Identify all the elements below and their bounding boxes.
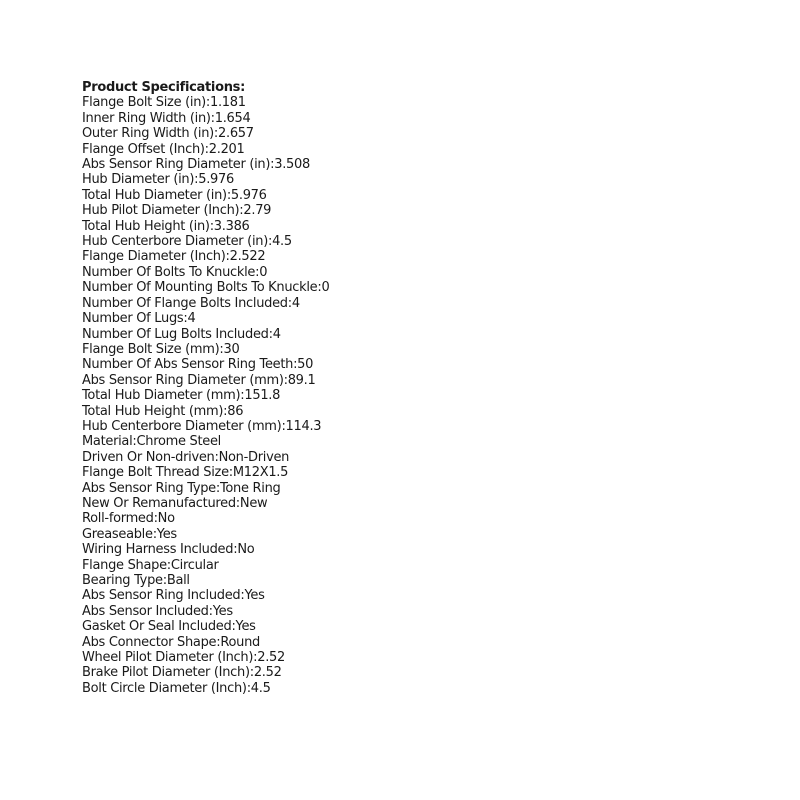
spec-separator: : — [153, 511, 158, 527]
spec-label: Greaseable — [82, 526, 153, 542]
spec-label: Flange Diameter (Inch) — [82, 249, 226, 265]
spec-label: Wiring Harness Included — [82, 542, 234, 558]
spec-row — [82, 234, 329, 249]
spec-separator: : — [253, 650, 258, 666]
spec-separator: : — [233, 542, 238, 558]
spec-separator: : — [240, 388, 245, 404]
spec-row — [82, 604, 329, 619]
spec-separator: : — [208, 603, 213, 619]
spec-value: 1.181 — [210, 95, 246, 111]
spec-separator: : — [213, 126, 219, 142]
spec-row — [82, 311, 329, 326]
spec-separator: : — [210, 110, 215, 126]
spec-label: Flange Offset (Inch) — [82, 141, 205, 157]
spec-row — [82, 588, 329, 603]
spec-separator: : — [215, 480, 220, 496]
spec-label: Wheel Pilot Diameter (Inch) — [82, 650, 254, 666]
spec-label: Bearing Type — [82, 573, 163, 588]
spec-value: 30 — [223, 341, 240, 357]
spec-separator: : — [132, 434, 137, 450]
spec-value: Ball — [166, 573, 190, 588]
spec-value: 1.654 — [214, 110, 251, 126]
spec-label: Number Of Lugs — [82, 311, 184, 327]
spec-label: Number Of Abs Sensor Ring Teeth — [82, 357, 294, 373]
spec-value: M12X1.5 — [232, 465, 289, 481]
spec-separator: : — [183, 311, 188, 327]
spec-label: Abs Sensor Ring Included — [82, 588, 241, 604]
spec-label: Flange Bolt Thread Size — [82, 465, 229, 481]
spec-value: Round — [220, 634, 260, 650]
spec-label: Number Of Flange Bolts Included — [82, 295, 288, 311]
spec-row — [82, 635, 329, 650]
spec-row — [82, 142, 329, 157]
spec-row — [82, 219, 329, 234]
spec-label: Flange Shape — [82, 557, 167, 573]
spec-value: 4.5 — [272, 234, 292, 250]
spec-row — [82, 434, 329, 449]
spec-row — [82, 126, 329, 141]
product-specifications-panel — [82, 80, 329, 696]
spec-row — [82, 619, 329, 634]
spec-value: Yes — [235, 619, 256, 635]
spec-value: Yes — [212, 603, 233, 619]
spec-row — [82, 188, 329, 203]
spec-value: 5.976 — [198, 172, 234, 188]
spec-label: Hub Diameter (in) — [82, 172, 195, 188]
spec-row — [82, 327, 329, 342]
spec-row — [82, 280, 329, 295]
spec-separator: : — [239, 203, 244, 219]
spec-label: Total Hub Diameter (mm) — [82, 388, 241, 404]
spec-separator: : — [267, 234, 273, 250]
spec-value: No — [237, 542, 255, 558]
spec-value: 0 — [321, 280, 330, 296]
spec-separator: : — [225, 249, 230, 265]
spec-value: Circular — [170, 557, 219, 573]
spec-separator: : — [246, 680, 251, 696]
spec-separator: : — [219, 341, 224, 357]
spec-value: 3.508 — [274, 157, 310, 173]
spec-label: Material — [82, 434, 133, 450]
spec-value: 2.201 — [208, 141, 245, 157]
spec-value: Yes — [156, 526, 177, 542]
spec-separator: : — [235, 495, 240, 511]
spec-separator: : — [194, 172, 199, 188]
spec-row — [82, 419, 329, 434]
spec-label: Roll-formed — [82, 511, 154, 527]
spec-label: Total Hub Height (in) — [82, 218, 210, 234]
spec-value: 3.386 — [213, 218, 250, 234]
spec-row — [82, 404, 329, 419]
spec-row — [82, 511, 329, 526]
spec-separator: : — [270, 157, 275, 173]
spec-separator: : — [226, 187, 231, 203]
spec-row — [82, 665, 329, 680]
spec-separator: : — [162, 573, 167, 588]
spec-label: Abs Connector Shape — [82, 634, 217, 650]
spec-label: Total Hub Height (mm) — [82, 403, 224, 419]
spec-row — [82, 388, 329, 403]
spec-value: 2.79 — [243, 203, 272, 219]
spec-row — [82, 172, 329, 187]
spec-separator: : — [204, 141, 209, 157]
spec-separator: : — [287, 295, 292, 311]
spec-separator: : — [216, 634, 221, 650]
spec-separator: : — [152, 526, 157, 542]
spec-value: 2.657 — [218, 126, 254, 142]
spec-value: 4 — [187, 311, 196, 327]
spec-value: 4 — [291, 295, 300, 311]
spec-row — [82, 527, 329, 542]
spec-value: 4.5 — [250, 680, 271, 696]
spec-row — [82, 496, 329, 511]
spec-separator: : — [249, 665, 254, 681]
spec-value: Chrome Steel — [136, 434, 221, 450]
spec-value: No — [157, 511, 175, 527]
spec-value: 2.522 — [229, 249, 266, 265]
spec-row — [82, 265, 329, 280]
spec-row — [82, 558, 329, 573]
spec-separator: : — [283, 372, 288, 388]
spec-separator: : — [231, 619, 236, 635]
spec-row — [82, 249, 329, 264]
spec-label: Brake Pilot Diameter (Inch) — [82, 665, 250, 681]
spec-row — [82, 296, 329, 311]
spec-row — [82, 481, 329, 496]
spec-value: 50 — [297, 357, 314, 373]
spec-row — [82, 95, 329, 110]
spec-row — [82, 157, 329, 172]
spec-label: Number Of Mounting Bolts To Knuckle — [82, 280, 318, 296]
spec-label: Number Of Lug Bolts Included — [82, 326, 269, 342]
spec-row — [82, 342, 329, 357]
spec-value: 0 — [259, 264, 268, 280]
spec-row — [82, 650, 329, 665]
spec-value: 2.52 — [253, 665, 282, 681]
spec-value: 89.1 — [287, 372, 316, 388]
spec-label: Hub Centerbore Diameter (mm) — [82, 418, 282, 434]
spec-label: Abs Sensor Ring Diameter (in) — [82, 157, 271, 173]
spec-label: Driven Or Non-driven — [82, 449, 215, 465]
spec-label: Hub Pilot Diameter (Inch) — [82, 203, 240, 219]
spec-value: Non-Driven — [218, 449, 290, 465]
spec-separator: : — [268, 326, 273, 342]
spec-row — [82, 450, 329, 465]
product-specifications-title: Product Specifications: — [82, 80, 246, 95]
spec-separator: : — [281, 418, 286, 434]
spec-label: Number Of Bolts To Knuckle — [82, 264, 256, 280]
spec-row — [82, 203, 329, 218]
spec-label: Abs Sensor Ring Type — [82, 480, 216, 496]
spec-row — [82, 111, 329, 126]
spec-value: 114.3 — [285, 418, 322, 434]
spec-separator: : — [317, 280, 322, 296]
spec-value: 4 — [272, 326, 281, 342]
spec-separator: : — [166, 557, 171, 573]
spec-label: Hub Centerbore Diameter (in) — [82, 234, 268, 250]
spec-label: Bolt Circle Diameter (Inch) — [82, 680, 247, 696]
spec-label: Flange Bolt Size (mm) — [82, 341, 220, 357]
spec-row — [82, 573, 329, 588]
spec-label: Inner Ring Width (in) — [82, 110, 211, 126]
spec-value: 2.52 — [257, 650, 285, 666]
spec-row — [82, 681, 329, 696]
spec-value: New — [239, 495, 268, 511]
spec-label: Outer Ring Width (in) — [82, 126, 214, 142]
spec-value: Yes — [244, 588, 265, 604]
spec-separator: : — [205, 95, 210, 111]
spec-separator: : — [293, 357, 298, 373]
spec-row — [82, 373, 329, 388]
spec-row — [82, 465, 329, 480]
spec-row — [82, 357, 329, 372]
spec-value: 5.976 — [230, 187, 267, 203]
spec-label: Total Hub Diameter (in) — [82, 187, 227, 203]
spec-separator: : — [240, 588, 245, 604]
spec-label: Abs Sensor Ring Diameter (mm) — [82, 372, 284, 388]
spec-value: Tone Ring — [219, 480, 281, 496]
spec-label: Flange Bolt Size (in) — [82, 95, 206, 111]
spec-separator: : — [214, 449, 219, 465]
spec-row — [82, 542, 329, 557]
spec-separator: : — [223, 403, 228, 419]
spec-separator: : — [255, 264, 260, 280]
spec-label: Gasket Or Seal Included — [82, 619, 232, 635]
spec-value: 86 — [227, 403, 244, 419]
spec-label: Abs Sensor Included — [82, 603, 209, 619]
spec-separator: : — [228, 465, 233, 481]
spec-separator: : — [209, 218, 214, 234]
product-specifications-list — [82, 95, 329, 696]
spec-label: New Or Remanufactured — [82, 495, 236, 511]
spec-value: 151.8 — [244, 388, 281, 404]
